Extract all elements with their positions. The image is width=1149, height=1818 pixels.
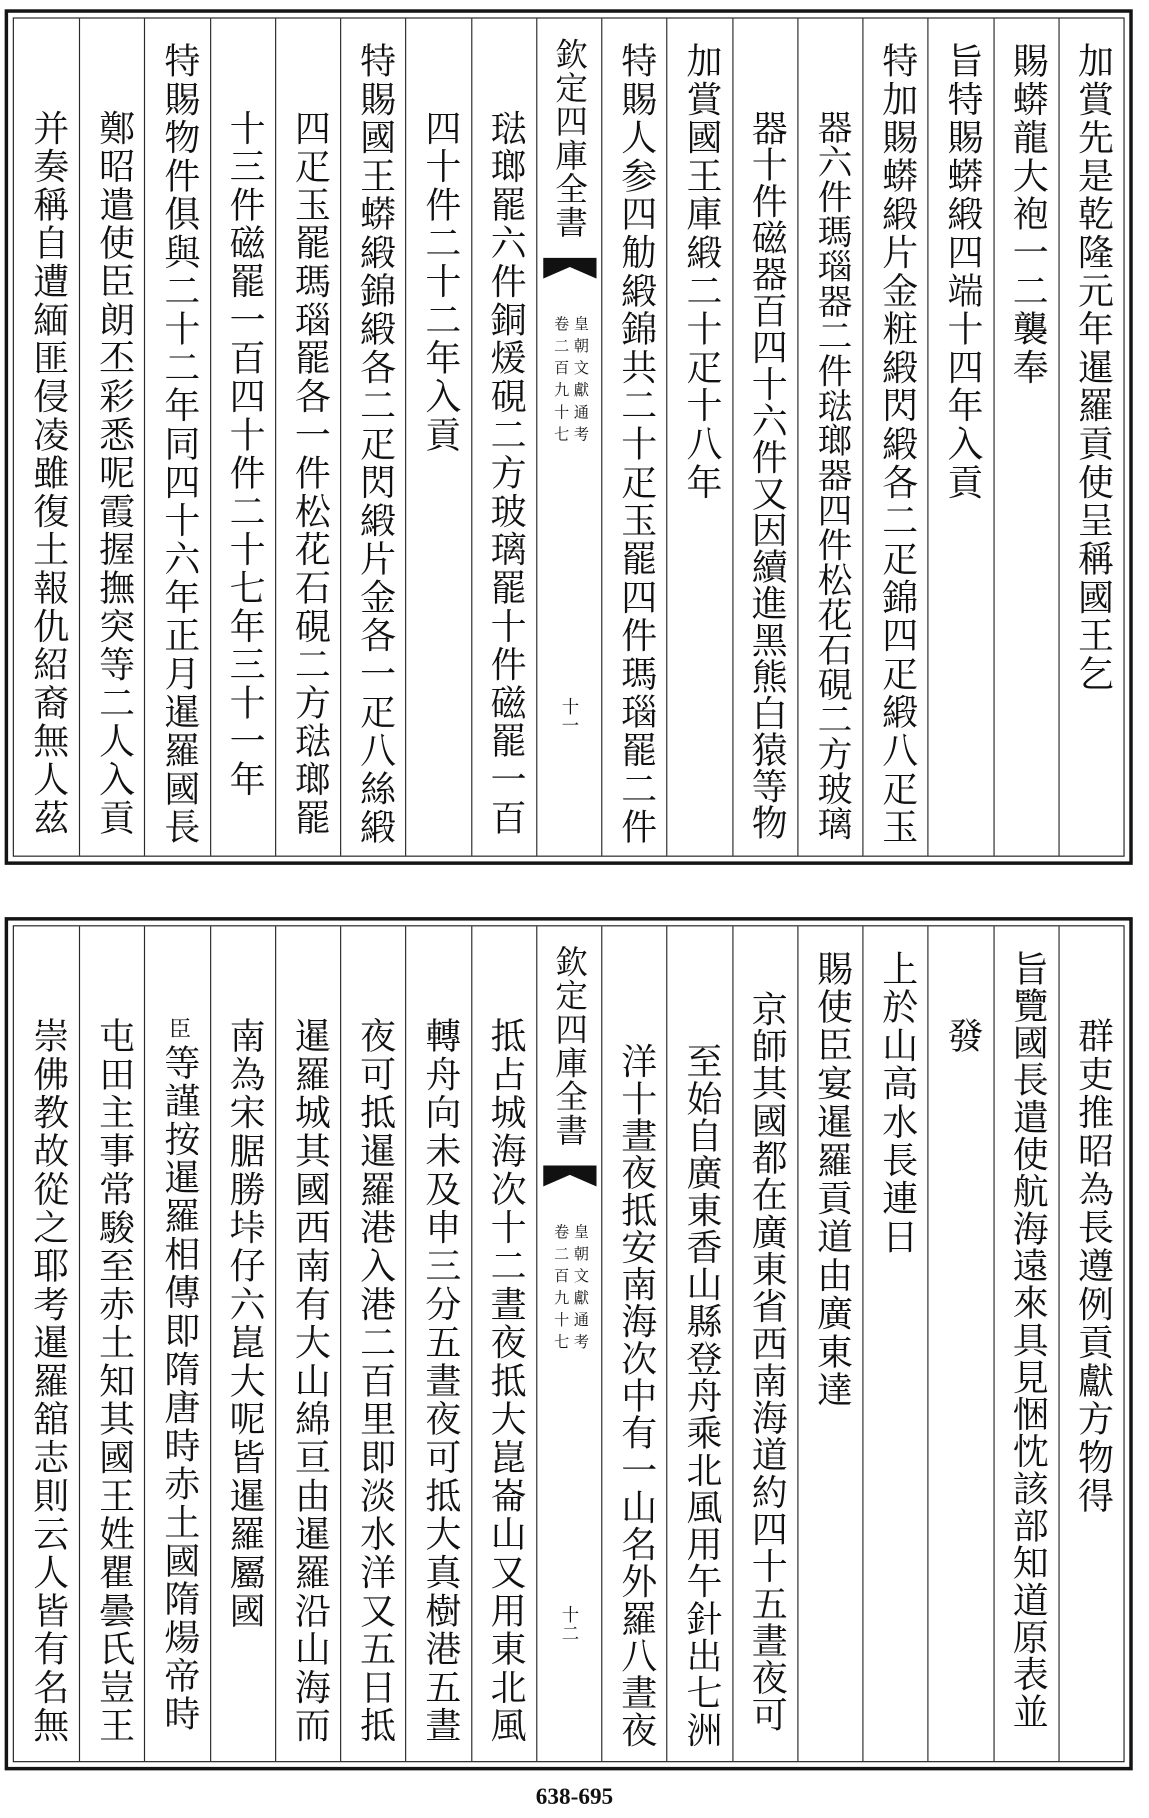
- small-minister-character: 臣: [165, 1016, 192, 1044]
- text-column-7: 加賞國王庫緞二十疋十八年: [679, 41, 722, 502]
- fishtail-mark: [543, 1166, 596, 1192]
- text-column-6: 器十件磁器百四十六件又因續進黑熊白猿等物: [744, 109, 787, 841]
- column-cell: [928, 926, 993, 1761]
- center-fold: [536, 926, 601, 1761]
- column-cell: [144, 926, 209, 1761]
- column-cell: [862, 926, 927, 1761]
- text-column-8: 洋十晝夜抵安南海次中有一山名外羅八晝夜: [614, 1042, 657, 1749]
- text-column-14: [157, 1016, 200, 1734]
- text-column-5: 器六件瑪瑙器二件琺瑯器四件松花石硯二方玻璃: [810, 109, 852, 841]
- page-number: 638-695: [535, 1784, 614, 1810]
- fold-book-title: 皇朝文獻通考: [570, 315, 588, 449]
- fold-volume: 卷二百九十七: [550, 315, 569, 449]
- column-cell: [1058, 19, 1123, 856]
- column-cell: [667, 926, 732, 1761]
- column-cell: [471, 19, 536, 856]
- text-column-12: 暹羅城其國西南有大山綿亘由暹羅沿山海而: [287, 1016, 330, 1745]
- fold-title: 欽定四庫全書: [550, 37, 590, 240]
- column-cell: [732, 926, 797, 1761]
- text-column-15: 屯田主事常駿至赤土知其國王姓瞿曇氏豈王: [92, 1016, 134, 1745]
- column-cell: [210, 19, 275, 856]
- column-cell: [340, 926, 405, 1761]
- text-column-14: 特賜物件俱與二十二年同四十六年正月暹羅國長: [157, 41, 200, 847]
- text-column-10: 轉舟向未及申三分五晝夜可抵大真樹港五晝: [418, 1016, 461, 1745]
- lower-leaf: [5, 917, 1133, 1770]
- text-column-16: 并奏稱自遭緬匪侵凌雖復土報仇紹裔無人茲: [26, 109, 69, 838]
- column-cell: [797, 19, 862, 856]
- text-column-9: 抵占城海次十二晝夜抵大崑崙山又用東北風: [483, 1016, 526, 1745]
- center-fold: [536, 19, 601, 856]
- text-column-11: 夜可抵暹羅港入港二百里即淡水洋又五日抵: [353, 1016, 395, 1745]
- text-column-13: 十三件磁罷一百四十件二十七年三十一年: [222, 109, 265, 799]
- text-column-15: 鄭昭遣使臣朗丕彩悉呢霞握撫突等二人入貢: [92, 109, 134, 838]
- text-column-8: 特賜人参四觔緞錦共二十疋玉罷四件瑪瑙罷二件: [614, 41, 657, 847]
- column-cell: [79, 19, 144, 856]
- column-cell: [1058, 926, 1123, 1761]
- column-cell: [797, 926, 862, 1761]
- lower-leaf-frame: [13, 925, 1125, 1762]
- text-column-5: 賜使臣宴暹羅貢道由廣東達: [810, 949, 852, 1410]
- text-column-11: 特賜國王蟒緞錦緞各二疋閃緞片金各一疋八絲緞: [353, 41, 395, 847]
- text-column-2: 旨覽國長遣使航海遠來具見悃忱該部知道原表並: [1005, 949, 1048, 1730]
- column-cell: [993, 19, 1058, 856]
- text-column-13: 南為宋腒勝垰仔六崑大呢皆暹羅屬國: [222, 1016, 265, 1630]
- column-cell: [406, 926, 471, 1761]
- column-cell: [340, 19, 405, 856]
- text-column-3: 發: [940, 1016, 983, 1056]
- text-column-16: 崇佛教故從之耶考暹羅舘志則云人皆有名無: [26, 1016, 69, 1745]
- text-column-1: 群吏推昭為長遵例貢獻方物得: [1071, 1016, 1113, 1515]
- text-column-10: 四十件二十二年入貢: [418, 109, 461, 454]
- fold-title: 欽定四庫全書: [550, 944, 590, 1147]
- fold-caption: [550, 1224, 589, 1356]
- column-cell: [993, 926, 1058, 1761]
- column-cell: [210, 926, 275, 1761]
- column-cell: [14, 926, 79, 1761]
- column-cell: [601, 926, 666, 1761]
- column-cell: [862, 19, 927, 856]
- column-cell: [144, 19, 209, 856]
- column-cell: [79, 926, 144, 1761]
- column-cell: [406, 19, 471, 856]
- column-cell: [667, 19, 732, 856]
- fishtail-mark: [543, 258, 596, 284]
- upper-leaf-frame: [13, 17, 1125, 856]
- fold-leaf-number: 十一: [559, 697, 581, 735]
- column-cell: [275, 926, 340, 1761]
- text-column-3: 旨特賜蟒緞四端十四年入貢: [940, 41, 983, 502]
- column-cell: [275, 19, 340, 856]
- text-column-2: 賜蟒龍大袍一二襲奉: [1005, 41, 1048, 387]
- fold-volume: 卷二百九十七: [550, 1223, 569, 1356]
- text-column-1: 加賞先是乾隆元年暹羅貢使呈稱國王乞: [1071, 41, 1113, 694]
- text-column-7: 至始自廣東香山縣登舟乘北風用午針出七洲: [679, 1042, 722, 1749]
- column-cell: [471, 926, 536, 1761]
- fold-book-title: 皇朝文獻通考: [570, 1223, 588, 1356]
- text-column-12: 四疋玉罷瑪瑙罷各一件松花石硯二方琺瑯罷: [287, 109, 330, 838]
- column-cell: [732, 19, 797, 856]
- text-column-4: 特加賜蟒緞片金粧緞閃緞各二疋錦四疋緞八疋玉: [875, 41, 918, 847]
- column-cell: [14, 19, 79, 856]
- column-cell: [601, 19, 666, 856]
- fold-leaf-number: 十二: [559, 1605, 581, 1643]
- fold-caption: [550, 316, 589, 448]
- text-column-6: 京師其國都在廣東省西南海道約四十五晝夜可: [744, 990, 787, 1734]
- text-column-4: 上於山高水長連日: [875, 949, 918, 1257]
- text-column-9: 琺瑯罷六件銅煖硯二方玻璃罷十件磁罷一百: [483, 109, 526, 838]
- upper-leaf: [5, 9, 1133, 865]
- column-text: 等謹按暹羅相傳即隋唐時赤土國隋煬帝時: [157, 1043, 200, 1734]
- column-cell: [928, 19, 993, 856]
